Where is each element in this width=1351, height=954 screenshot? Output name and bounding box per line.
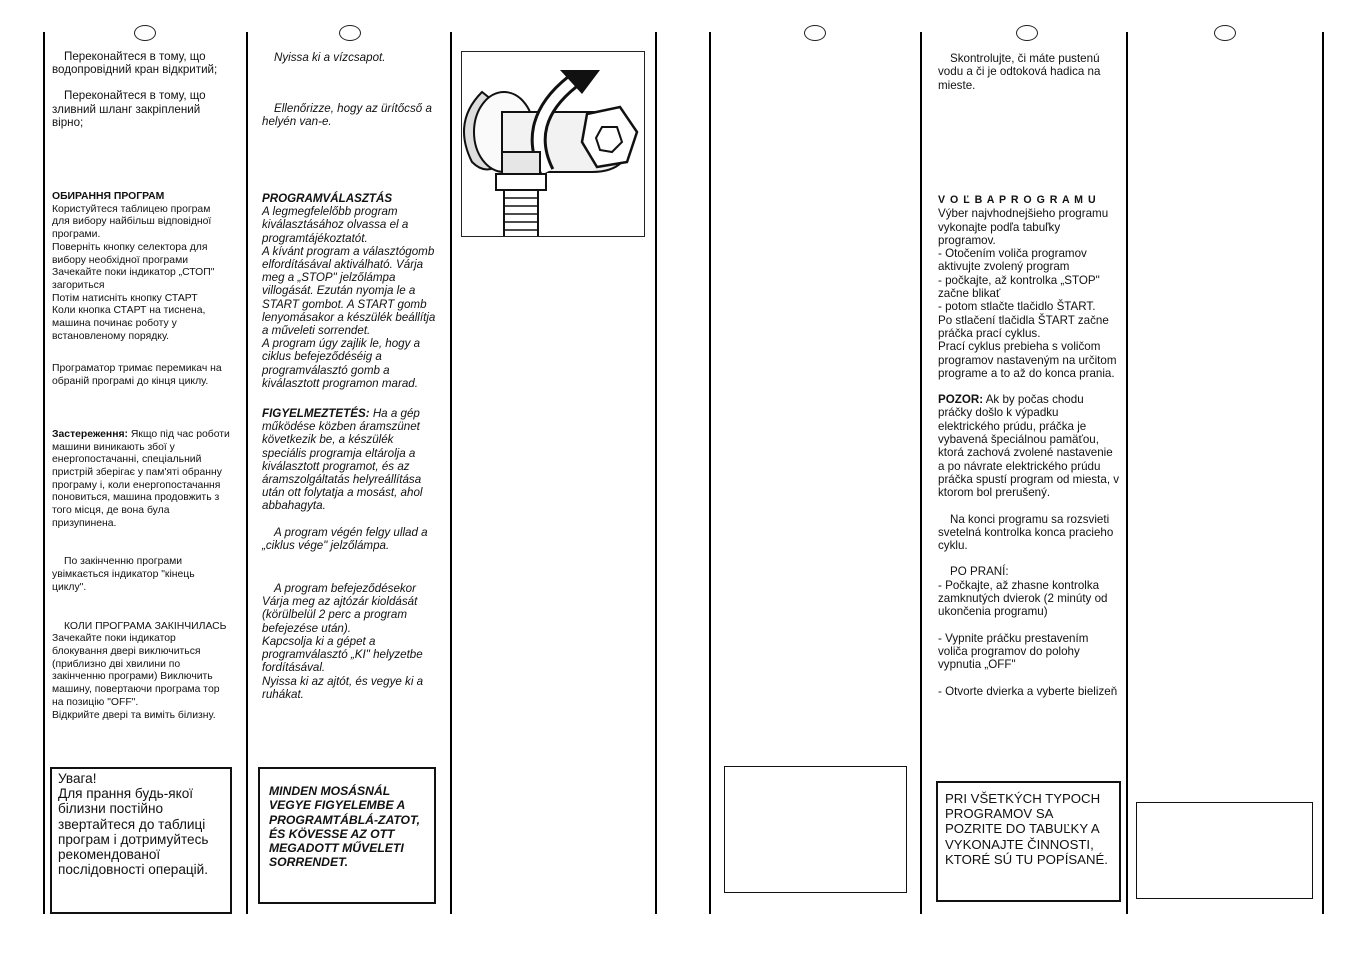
language-oval bbox=[134, 25, 156, 41]
warning-text: POZOR: Ak by počas chodu práčky došlo k výpadku elektrického prúdu, práčka je vybavená špeciálnou pamäťou, ktorá zachová zvolené nastavenie a po návrate elektrického prúdu práčka spustí program od miesta, v ktorom bol prerušený. bbox=[938, 393, 1120, 500]
section-body: - Otvorte dvierka a vyberte bielizeň bbox=[938, 684, 1118, 698]
column-rule bbox=[450, 32, 452, 914]
notice-box: Увага! Для прання будь-якої білизни постійно звертайтеся до таблиці програм і дотримуйтесь рекомендованої послідовності операцій. bbox=[50, 767, 232, 914]
programmer-text: Програматор тримає перемикач на обраній програмі до кінця циклу. bbox=[52, 363, 222, 388]
empty-box bbox=[724, 766, 907, 893]
cycle-end-text: Na konci programu sa rozsvieti svetelná kontrolka konca pracieho cyklu. bbox=[938, 512, 1114, 553]
section-heading: V O Ľ B A P R O G R A M U bbox=[938, 194, 1097, 206]
hose-check-text: Ellenőrizze, hogy az ürítőcső a helyén van-e. bbox=[262, 102, 432, 129]
cycle-end-text: По закінченню програми увімкається індикатор "кінець циклу". bbox=[52, 556, 195, 593]
hungarian-program-section bbox=[262, 192, 440, 701]
column-rule bbox=[246, 32, 248, 914]
warning-text: Застереження: Якщо під час роботи машини виникають збої у енергопостачанні, спеціальний пристрій зберігає у пам'яті обранну програму і, коли енергопостачання поновиться, машина продовжить з того місця, де вона була призупинена. bbox=[52, 428, 230, 529]
tap-check-text: Nyissa ki a vízcsapot. bbox=[274, 51, 386, 64]
column-rule bbox=[43, 32, 45, 914]
program-end-text: A program befejeződésekor Várja meg az ajtózár kioldását (körülbelül 2 perc a program befejezése után). Kapcsolja ki a gépet a programválasztó „KI" helyzetbe fordításával. Nyissa ki az ajtót, és vegye ki a ruhákat. bbox=[262, 582, 424, 701]
ukrainian-program-section bbox=[52, 191, 230, 722]
column-rule bbox=[920, 32, 922, 914]
hose-check-text: Переконайтеся в тому, що зливний шланг закріплений вірно; bbox=[52, 89, 206, 129]
column-rule bbox=[1126, 32, 1128, 914]
section-body: - Vypnite práčku prestavením voliča programov do polohy vypnutia „OFF" bbox=[938, 631, 1089, 672]
notice-box: PRI VŠETKÝCH TYPOCH PROGRAMOV SA POZRITE DO TABUĽKY A VYKONAJTE ČINNOSTI, KTORÉ SÚ TU POPÍSANÉ. bbox=[936, 781, 1121, 902]
hungarian-column bbox=[262, 51, 440, 129]
water-tap-illustration bbox=[461, 51, 645, 237]
tap-icon bbox=[462, 52, 645, 237]
section-body: A legmegfelelőbb program kiválasztásához olvassa el a programtájékoztatót. A kívánt program a választógomb elfordításával aktiválható. Várja meg a „STOP" jelzőlámpa villogását. Ezután nyomja le a START gombot. A START gomb lenyomásakor a készülék beállítja a műveleti sorrendet. A program úgy zajlik le, hogy a ciklus befejeződéséig a programválasztó gomb a kiválasztott programon marad. bbox=[262, 205, 436, 390]
language-oval bbox=[1016, 25, 1038, 41]
slovak-program-section bbox=[938, 194, 1120, 698]
column-rule bbox=[655, 32, 657, 914]
language-oval bbox=[339, 25, 361, 41]
ukrainian-column bbox=[52, 50, 230, 129]
section-body: Користуйтеся таблицею програм для вибору найбільш відповідної програми. Поверніть кнопку селектора для вибору необхідної програми Зачекайте поки індикатор „СТОП" загориться Потім натисніть кнопку СТАРТ Коли кнопка СТАРТ на тиснена, машина починає роботу у встановленому порядку. bbox=[52, 203, 215, 342]
section-body: Зачекайте поки індикатор блокування двері виключиться (приблизно дві хвилини по закінченню програми) Виключить машину, повертаючи програма тор на позицію "OFF". Відкрийте двері та виміть білизну. bbox=[52, 633, 220, 721]
column-rule bbox=[1322, 32, 1324, 914]
column-rule bbox=[709, 32, 711, 914]
tap-check-text: Переконайтеся в тому, що водопровідний кран відкритий; bbox=[52, 50, 218, 77]
empty-box bbox=[1136, 802, 1313, 899]
section-body: Výber najvhodnejšieho programu vykonajte podľa tabuľky programov. - Otočením voliča programov aktivujte zvolený program - počkajte, až kontrolka „STOP" začne blikať - potom stlačte tlačidlo ŠTART. Po stlačení tlačidla ŠTART začne práčka prací cyklus. Prací cyklus prebieha s voličom programov nastaveným na určitom programe a to až do konca prania. bbox=[938, 207, 1117, 380]
language-oval bbox=[804, 25, 826, 41]
slovak-column bbox=[938, 52, 1120, 92]
language-oval bbox=[1214, 25, 1236, 41]
section-heading: PROGRAMVÁLASZTÁS bbox=[262, 192, 393, 205]
cycle-end-text: A program végén felgy ullad a „ciklus vége" jelzőlámpa. bbox=[262, 525, 428, 552]
section-body: - Počkajte, až zhasne kontrolka zamknutých dvierok (2 minúty od ukončenia programu) bbox=[938, 578, 1108, 619]
tap-check-text: Skontrolujte, či máte pustenú vodu a či je odtoková hadica na mieste. bbox=[938, 52, 1101, 92]
section-heading: КОЛИ ПРОГРАМА ЗАКІНЧИЛАСЬ bbox=[64, 620, 227, 632]
section-heading: PO PRANÍ: bbox=[950, 565, 1009, 579]
section-heading: ОБИРАННЯ ПРОГРАМ bbox=[52, 191, 165, 202]
warning-text: FIGYELMEZTETÉS: Ha a gép működése közben áramszünet következik be, a készülék speciális programja eltárolja a kiválasztott programot, és az áramszolgáltatás helyreállítása után ott folytatja a mosást, ahol abbahagyta. bbox=[262, 407, 423, 513]
notice-box: MINDEN MOSÁSNÁL VEGYE FIGYELEMBE A PROGRAMTÁBLÁ-ZATOT, ÉS KÖVESSE AZ OTT MEGADOTT MŰVELETI SORRENDET. bbox=[258, 767, 436, 904]
